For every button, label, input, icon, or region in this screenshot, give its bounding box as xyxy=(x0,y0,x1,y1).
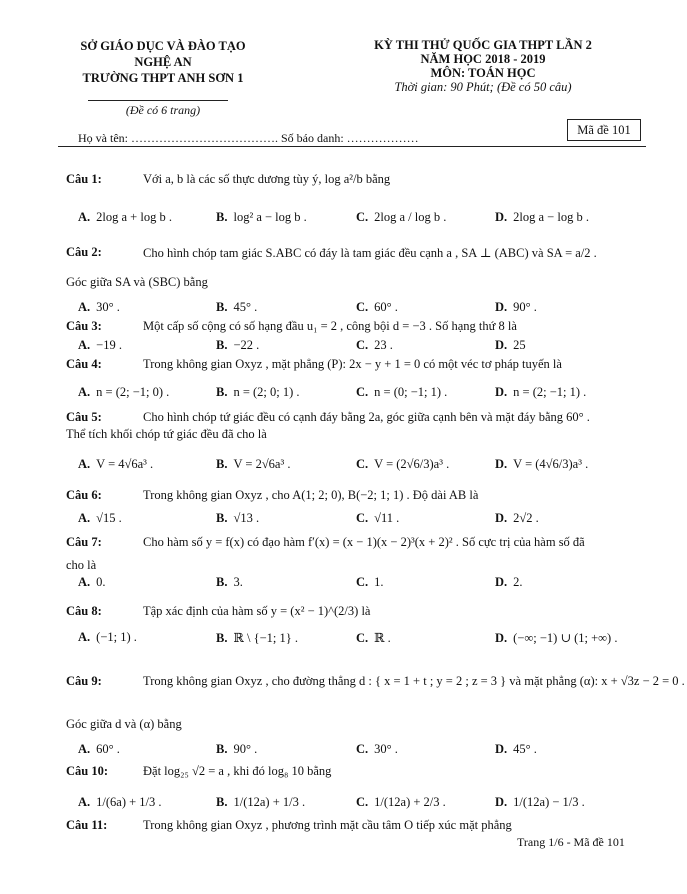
question-continuation: Thể tích khối chóp tứ giác đều đã cho là xyxy=(66,427,267,441)
option-key: D. xyxy=(495,338,508,352)
answer-option[interactable] xyxy=(356,210,446,225)
answer-option[interactable] xyxy=(495,457,588,472)
option-key: C. xyxy=(356,742,369,756)
answer-option[interactable] xyxy=(356,630,391,646)
question-text: Trong không gian Oxyz , mặt phẳng (P): 2x − y + 1 = 0 có một véc tơ pháp tuyến là xyxy=(143,357,562,371)
answer-option[interactable] xyxy=(78,742,120,757)
question-label: Câu 6: xyxy=(66,488,102,502)
option-text: 2√2 . xyxy=(513,511,539,525)
option-key: D. xyxy=(495,300,508,314)
answer-option[interactable] xyxy=(356,338,393,353)
option-key: A. xyxy=(78,457,91,471)
info-divider xyxy=(58,146,646,147)
answer-option[interactable] xyxy=(78,457,153,472)
option-text: n = (2; 0; 1) . xyxy=(233,385,300,399)
answer-option[interactable] xyxy=(495,742,537,757)
option-key: C. xyxy=(356,575,369,589)
answer-option[interactable] xyxy=(216,742,257,757)
question-label: Câu 5: xyxy=(66,410,102,424)
answer-option[interactable] xyxy=(216,210,307,225)
exam-code-box: Mã đề 101 xyxy=(567,119,641,141)
option-text: n = (2; −1; 0) . xyxy=(96,385,170,399)
province-line: NGHỆ AN xyxy=(134,55,192,69)
option-key: A. xyxy=(78,385,91,399)
option-text: −19 . xyxy=(96,338,122,352)
option-text: n = (0; −1; 1) . xyxy=(374,385,448,399)
question-label: Câu 4: xyxy=(66,357,102,371)
question-text: Cho hàm số y = f(x) có đạo hàm f′(x) = (x − 1)(x − 2)³(x + 2)² . Số cực trị của hàm số đã xyxy=(143,535,585,549)
option-key: B. xyxy=(216,795,228,809)
question-text: Một cấp số cộng có số hạng đầu u₁ = 2 , công bội d = −3 . Số hạng thứ 8 là xyxy=(143,319,517,333)
option-text: √15 . xyxy=(96,511,122,525)
option-text: 23 . xyxy=(374,338,393,352)
answer-option[interactable] xyxy=(216,338,259,353)
answer-option[interactable] xyxy=(78,575,106,590)
question-label: Câu 11: xyxy=(66,818,108,832)
question-label: Câu 7: xyxy=(66,535,102,549)
option-key: A. xyxy=(78,338,91,352)
option-text: V = 4√6a³ . xyxy=(96,457,154,471)
option-text: 30° . xyxy=(374,742,398,756)
answer-option[interactable] xyxy=(495,630,617,646)
answer-option[interactable] xyxy=(78,338,122,353)
option-key: D. xyxy=(495,631,508,645)
option-text: 30° . xyxy=(96,300,120,314)
answer-option[interactable] xyxy=(216,511,259,526)
option-text: V = 2√6a³ . xyxy=(233,457,291,471)
question-label: Câu 9: xyxy=(66,674,102,688)
option-text: √11 . xyxy=(374,511,400,525)
option-text: 1. xyxy=(374,575,384,589)
pages-note: (Đề có 6 trang) xyxy=(125,103,201,117)
answer-option[interactable] xyxy=(78,210,172,225)
school-line: TRƯỜNG THPT ANH SƠN 1 xyxy=(82,71,244,85)
header-divider xyxy=(88,100,228,101)
option-text: 1/(12a) + 2/3 . xyxy=(374,795,446,809)
answer-option[interactable] xyxy=(495,338,526,353)
option-key: B. xyxy=(216,511,228,525)
option-key: B. xyxy=(216,385,228,399)
option-text: 90° . xyxy=(233,742,258,756)
answer-option[interactable] xyxy=(356,300,398,315)
answer-option[interactable] xyxy=(216,385,300,400)
answer-option[interactable] xyxy=(495,795,585,810)
option-text: 1/(12a) − 1/3 . xyxy=(513,795,585,809)
option-text: 45° . xyxy=(233,300,258,314)
answer-option[interactable] xyxy=(356,575,384,590)
question-text: Trong không gian Oxyz , phương trình mặt cầu tâm O tiếp xúc mặt phẳng xyxy=(143,818,512,832)
option-key: A. xyxy=(78,575,91,589)
answer-option[interactable] xyxy=(356,795,446,810)
option-text: 1/(6a) + 1/3 . xyxy=(96,795,162,809)
option-key: C. xyxy=(356,511,369,525)
option-text: V = (2√6/3)a³ . xyxy=(374,457,450,471)
answer-option[interactable] xyxy=(495,385,586,400)
option-text: ℝ . xyxy=(374,631,391,645)
answer-option[interactable] xyxy=(78,511,122,526)
option-key: A. xyxy=(78,511,91,525)
question-text: Với a, b là các số thực dương tùy ý, log a²/b bằng xyxy=(143,172,391,186)
option-text: log² a − log b . xyxy=(233,210,307,224)
option-key: A. xyxy=(78,210,91,224)
option-text: √13 . xyxy=(233,511,260,525)
answer-option[interactable] xyxy=(216,300,257,315)
question-text: Tập xác định của hàm số y = (x² − 1)^(2/3) là xyxy=(143,604,371,618)
answer-option[interactable] xyxy=(356,385,447,400)
answer-option[interactable] xyxy=(356,457,449,472)
option-key: B. xyxy=(216,457,228,471)
option-text: 2log a + log b . xyxy=(96,210,172,224)
school-header xyxy=(58,38,268,86)
question-label: Câu 8: xyxy=(66,604,102,618)
question-text: Trong không gian Oxyz , cho A(1; 2; 0), B(−2; 1; 1) . Độ dài AB là xyxy=(143,488,479,502)
option-text: (−∞; −1) ∪ (1; +∞) . xyxy=(513,631,618,645)
exam-time: Thời gian: 90 Phút; (Đề có 50 câu) xyxy=(394,80,572,94)
option-text: n = (2; −1; 1) . xyxy=(513,385,587,399)
option-key: D. xyxy=(495,511,508,525)
option-text: 60° . xyxy=(374,300,398,314)
answer-option[interactable] xyxy=(216,795,305,810)
option-key: C. xyxy=(356,300,369,314)
option-key: C. xyxy=(356,338,369,352)
answer-option[interactable] xyxy=(356,742,398,757)
option-text: ℝ \ {−1; 1} . xyxy=(233,631,298,645)
option-text: 90° . xyxy=(513,300,537,314)
question-text: Cho hình chóp tam giác S.ABC có đáy là tam giác đều cạnh a , SA ⊥ (ABC) và SA = a/2 . xyxy=(143,246,597,260)
option-key: B. xyxy=(216,338,228,352)
option-key: C. xyxy=(356,385,369,399)
answer-option[interactable] xyxy=(78,630,137,645)
question-text: Trong không gian Oxyz , cho đường thẳng d : { x = 1 + t ; y = 2 ; z = 3 } và mặt phẳng (α): x + √3z − 2 = 0 . xyxy=(143,674,685,688)
question-label: Câu 10: xyxy=(66,764,109,778)
answer-option[interactable] xyxy=(216,457,290,472)
option-key: B. xyxy=(216,742,228,756)
question-continuation: Góc giữa SA và (SBC) bằng xyxy=(66,275,208,289)
option-key: A. xyxy=(78,795,91,809)
question-continuation: Góc giữa d và (α) bằng xyxy=(66,717,182,731)
answer-option[interactable] xyxy=(216,630,298,646)
option-key: D. xyxy=(495,795,508,809)
option-key: C. xyxy=(356,631,369,645)
option-key: D. xyxy=(495,575,508,589)
question-label: Câu 3: xyxy=(66,319,102,333)
answer-option[interactable] xyxy=(78,795,162,810)
question-continuation: cho là xyxy=(66,558,97,572)
option-key: B. xyxy=(216,631,228,645)
option-text: 60° . xyxy=(96,742,120,756)
option-key: A. xyxy=(78,742,91,756)
option-text: −22 . xyxy=(233,338,260,352)
option-text: 2log a − log b . xyxy=(513,210,589,224)
answer-option[interactable] xyxy=(216,575,243,590)
option-text: 2. xyxy=(513,575,523,589)
option-key: A. xyxy=(78,630,91,644)
option-text: V = (4√6/3)a³ . xyxy=(513,457,589,471)
department-line: SỞ GIÁO DỤC VÀ ĐÀO TẠO xyxy=(80,39,246,53)
option-text: 1/(12a) + 1/3 . xyxy=(233,795,306,809)
question-text: Cho hình chóp tứ giác đều có cạnh đáy bằng 2a, góc giữa cạnh bên và mặt đáy bằng 60° . xyxy=(143,410,590,424)
option-key: D. xyxy=(495,385,508,399)
option-text: 25 xyxy=(513,338,526,352)
question-label: Câu 1: xyxy=(66,172,102,186)
exam-header xyxy=(318,38,648,94)
student-info-line: Họ và tên: ………………………………. Số báo danh: ……………… xyxy=(78,131,419,145)
page-footer: Trang 1/6 - Mã đề 101 xyxy=(517,835,625,849)
option-key: D. xyxy=(495,742,508,756)
answer-option[interactable] xyxy=(78,300,120,315)
answer-option[interactable] xyxy=(78,385,169,400)
question-text: Đặt log₂₅ √2 = a , khi đó log₈ 10 bằng xyxy=(143,764,332,778)
option-key: A. xyxy=(78,300,91,314)
option-key: D. xyxy=(495,457,508,471)
answer-option[interactable] xyxy=(495,300,537,315)
exam-year: NĂM HỌC 2018 - 2019 xyxy=(420,52,546,66)
question-label: Câu 2: xyxy=(66,245,102,259)
option-text: 3. xyxy=(233,575,243,589)
option-key: C. xyxy=(356,457,369,471)
exam-title: KỲ THI THỬ QUỐC GIA THPT LẦN 2 xyxy=(374,38,592,52)
option-text: 0. xyxy=(96,575,106,589)
answer-option[interactable] xyxy=(495,575,523,590)
option-text: (−1; 1) . xyxy=(96,630,137,644)
answer-option[interactable] xyxy=(495,511,539,526)
option-key: B. xyxy=(216,300,228,314)
answer-option[interactable] xyxy=(356,511,399,526)
option-key: C. xyxy=(356,795,369,809)
exam-subject: MÔN: TOÁN HỌC xyxy=(430,66,536,80)
option-key: D. xyxy=(495,210,508,224)
option-key: B. xyxy=(216,210,228,224)
answer-option[interactable] xyxy=(495,210,589,225)
option-key: B. xyxy=(216,575,228,589)
option-key: C. xyxy=(356,210,369,224)
option-text: 2log a / log b . xyxy=(374,210,447,224)
option-text: 45° . xyxy=(513,742,537,756)
